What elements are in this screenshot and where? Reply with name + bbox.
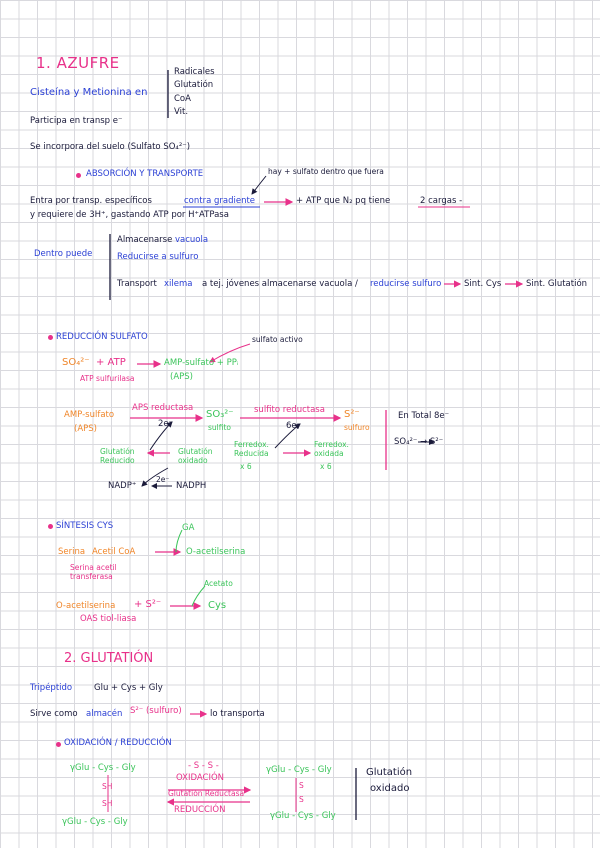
abs-line2: y requiere de 3H⁺, gastando ATP por H⁺ATPasa [30, 210, 229, 220]
so4-label: SO₄²⁻ [62, 357, 90, 368]
incorpora-text: Se incorpora del suelo (Sulfato SO₄²⁻) [30, 142, 191, 152]
s2-label: S²⁻ [344, 409, 360, 420]
dentro-label: Dentro puede [34, 249, 93, 259]
plus-sulfuro: + S²⁻ [134, 599, 162, 610]
two-electrons: 2e⁻ [158, 419, 174, 429]
aps-reductasa: APS reductasa [132, 403, 194, 413]
participa-text: Participa en transp e⁻ [30, 116, 123, 126]
opt3-d: reducirse sulfuro [370, 279, 442, 289]
opt3-c: a tej. jóvenes almacenarse vacuola / [202, 279, 358, 289]
sirve-d: lo transporta [210, 709, 265, 719]
opt3-a: Transport [117, 279, 157, 289]
ferredoxina-reducida: Ferredox. Reducida [234, 440, 269, 458]
glutation-oxidado: Glutatión oxidado [178, 447, 213, 465]
section-title-azufre: 1. AZUFRE [36, 54, 120, 72]
tripeptido-label: Tripéptido [30, 683, 73, 693]
sirve-a: Sirve como [30, 709, 78, 719]
reduccion-label: REDUCCIÓN [174, 805, 226, 815]
sh-2: SH [102, 799, 113, 808]
bullet-dot [48, 335, 53, 340]
bullet-dot [48, 524, 53, 529]
bullet-dot [76, 173, 81, 178]
oxidized-top-chain: γGlu - Cys - Gly [266, 765, 332, 775]
nadp: NADP⁺ [108, 481, 137, 491]
plus-atp: + ATP [96, 357, 126, 368]
total-electrons: En Total 8e⁻ [398, 411, 450, 421]
sulfuro-label: sulfuro [344, 423, 370, 432]
nadph: NADPH [176, 481, 207, 491]
oxidacion-reduccion-header: OXIDACIÓN / REDUCCIÓN [64, 738, 172, 748]
brace-item-1: Radicales [174, 67, 215, 77]
brace-item-2: Glutatión [174, 80, 214, 90]
glutation-bottom-chain: γGlu - Cys - Gly [62, 817, 128, 827]
section-title-glutation: 2. GLUTATIÓN [64, 651, 154, 666]
brace-item-3: CoA [174, 94, 191, 104]
absorcion-header: ABSORCIÓN Y TRANSPORTE [86, 169, 204, 179]
oxidized-s-1: S [299, 781, 304, 790]
brace-item-4: Vit. [174, 107, 189, 117]
aps-label: (APS) [170, 372, 193, 382]
sulfito-label: sulfito [208, 423, 231, 432]
two-electrons-2: 2e⁻ [156, 475, 170, 484]
so3-label: SO₃²⁻ [206, 409, 234, 420]
o-acetilserina-2: O-acetilserina [56, 601, 116, 611]
oxidized-bottom-chain: γGlu - Cys - Gly [270, 811, 336, 821]
sirve-b: almacén [86, 709, 123, 719]
bullet-dot [56, 742, 61, 747]
ferredoxina-oxidada: Ferredox. oxidada [314, 440, 349, 458]
opt1-b: vacuola [175, 235, 209, 245]
six-electrons: 6e⁻ [286, 421, 302, 431]
acetato-label: Acetato [204, 579, 233, 588]
ga-label: GA [182, 523, 195, 533]
disulfide-bridge: - S - S - [188, 761, 219, 771]
tripeptido-formula: Glu + Cys + Gly [94, 683, 163, 693]
sintesis-cys-header: SÍNTESIS CYS [56, 521, 114, 531]
glutation-top-chain: γGlu - Cys - Gly [70, 763, 136, 773]
sulfato-activo-note: sulfato activo [252, 335, 303, 344]
sh-1: SH [102, 782, 113, 791]
x6-a: x 6 [240, 462, 252, 471]
sulfito-reductasa: sulfito reductasa [254, 405, 325, 415]
o-acetilserina: O-acetilserina [186, 547, 246, 557]
glutation-oxidado-1: Glutatión [366, 767, 413, 778]
oxidacion-label: OXIDACIÓN [176, 773, 225, 783]
opt2: Reducirse a sulfuro [117, 252, 199, 262]
opt3-e: Sint. Cys [464, 279, 502, 289]
abs-line1-c: + ATP que N₂ pq tiene [296, 196, 391, 206]
glutation-reducido: Glutatión Reducido [100, 447, 135, 465]
oxidized-s-2: S [299, 795, 304, 804]
cys-met-line: Cisteína y Metionina en [30, 87, 148, 98]
opt1-a: Almacenarse [117, 235, 173, 245]
abs-line1-a: Entra por transp. específicos [30, 196, 152, 206]
aps-label-2: (APS) [74, 424, 97, 434]
opt3-b: xilema [164, 279, 193, 289]
glutation-oxidado-2: oxidado [370, 783, 410, 794]
absorcion-note: hay + sulfato dentro que fuera [268, 167, 384, 176]
glutation-reductasa: Glutatión Reductasa [168, 789, 245, 798]
opt3-f: Sint. Glutatión [526, 279, 588, 289]
abs-line1-b: contra gradiente [184, 196, 256, 206]
amp-sulfato-2: AMP-sulfato [64, 410, 115, 420]
oas-tiol-liasa: OAS tiol-liasa [80, 614, 137, 624]
serina: Serina [58, 547, 86, 557]
amp-sulfato: AMP-sulfato + PPᵢ [164, 358, 239, 368]
cys-product: Cys [208, 600, 227, 611]
serina-acetil-transferasa: Serina acetil transferasa [70, 563, 117, 582]
atp-sulfurilasa: ATP sulfurilasa [80, 374, 135, 383]
total-equation: SO₄²⁻ → S²⁻ [394, 437, 444, 447]
acetil-coa: Acetil CoA [92, 547, 136, 557]
x6-b: x 6 [320, 462, 332, 471]
sirve-c: S²⁻ (sulfuro) [130, 706, 182, 716]
reduccion-header: REDUCCIÓN SULFATO [56, 332, 148, 342]
abs-line1-d: 2 cargas - [420, 196, 463, 206]
